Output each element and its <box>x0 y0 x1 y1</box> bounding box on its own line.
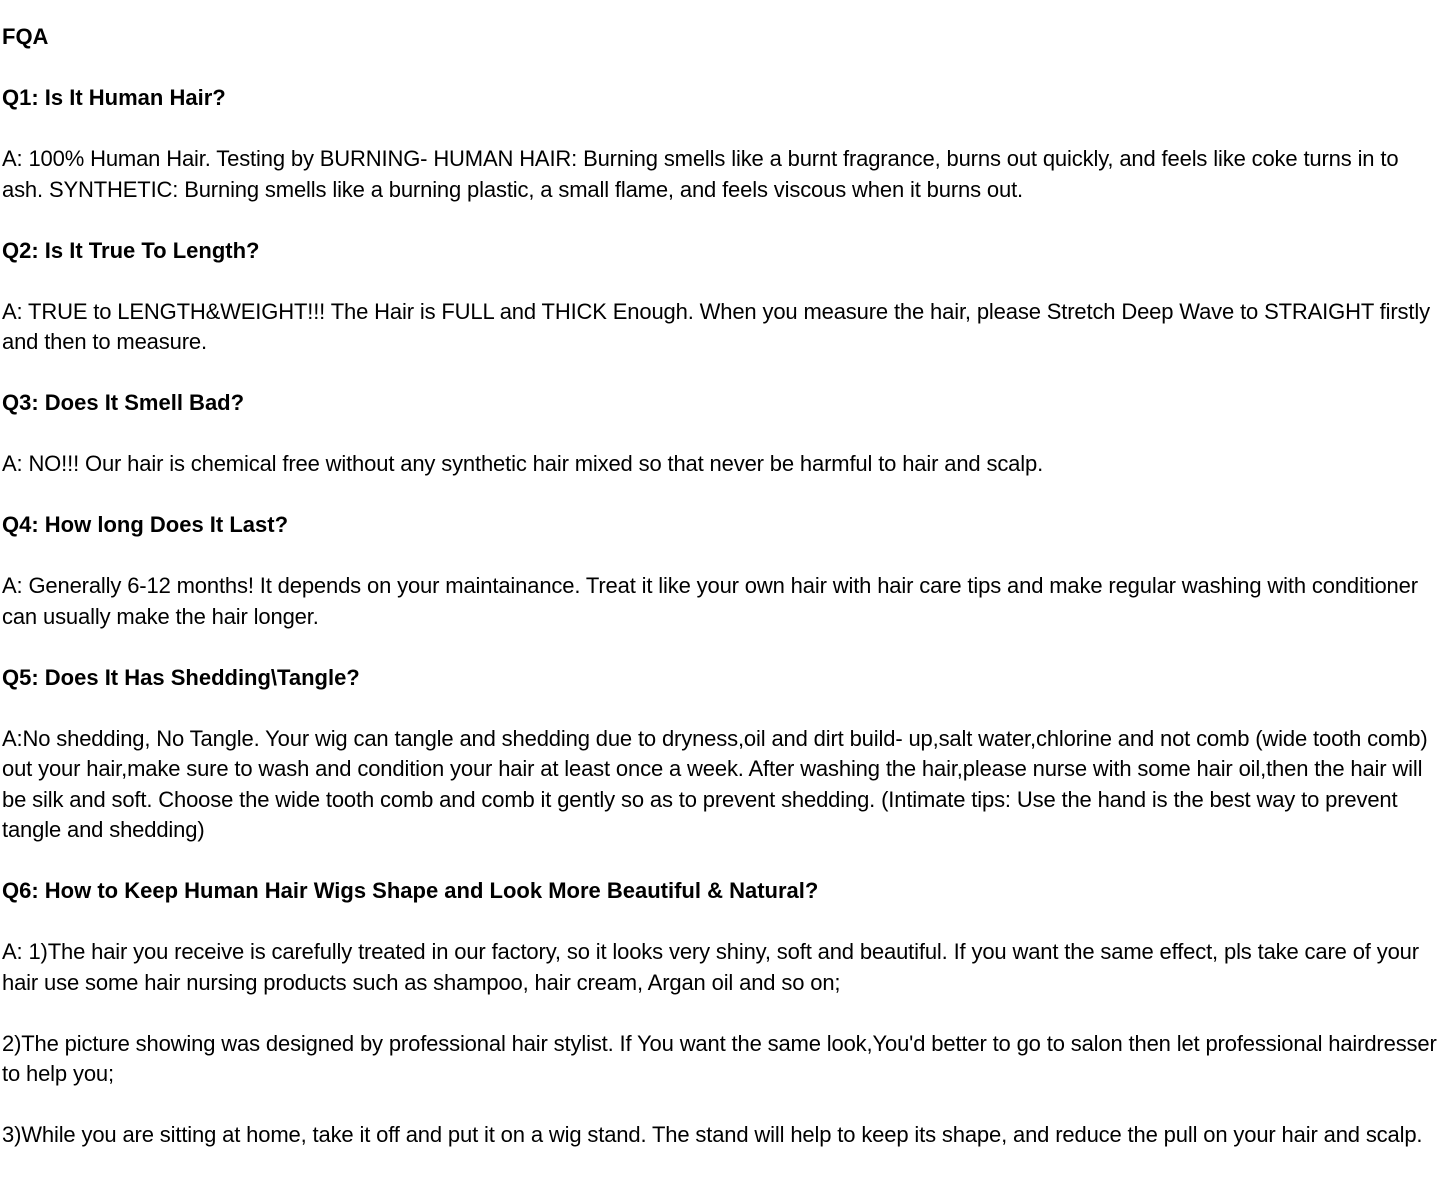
faq-answer: 2)The picture showing was designed by professional hair stylist. If You want the same look,You'd better to go to salon then let professional hairdresser to help you; <box>2 1030 1437 1086</box>
faq-item-4 <box>2 510 1441 663</box>
faq-answer: A: Generally 6-12 months! It depends on your maintainance. Treat it like your own hair with hair care tips and make regular washing with conditioner can usually make the hair longer. <box>2 573 1418 629</box>
faq-item-3 <box>2 388 1441 510</box>
faq-answer: A: 100% Human Hair. Testing by BURNING- HUMAN HAIR: Burning smells like a burnt fragrance, burns out quickly, and feels like coke turns in to ash. SYNTHETIC: Burning smells like a burning plastic, a small flame, and feels viscous when it burns out. <box>2 146 1399 202</box>
faq-item-6 <box>2 876 1441 1151</box>
faq-answer: A: TRUE to LENGTH&WEIGHT!!! The Hair is FULL and THICK Enough. When you measure the hair, please Stretch Deep Wave to STRAIGHT firstly and then to measure. <box>2 298 1430 354</box>
faq-answer: A:No shedding, No Tangle. Your wig can tangle and shedding due to dryness,oil and dirt build- up,salt water,chlorine and not comb (wide tooth comb) out your hair,make sure to wash and condition your hair at least once a week. After washing the hair,please nurse with some hair oil,then the hair will be silk and soft. Choose the wide tooth comb and comb it gently so as to prevent shedding. (Intimate tips: Use the hand is the best way to prevent tangle and shedding) <box>2 725 1428 842</box>
faq-question: Q3: Does It Smell Bad? <box>2 390 245 415</box>
page-title: FQA <box>2 24 49 49</box>
faq-question: Q4: How long Does It Last? <box>2 512 289 537</box>
faq-item-1 <box>2 83 1441 236</box>
faq-answer: A: NO!!! Our hair is chemical free without any synthetic hair mixed so that never be harmful to hair and scalp. <box>2 451 1044 476</box>
faq-question: Q6: How to Keep Human Hair Wigs Shape and Look More Beautiful & Natural? <box>2 878 819 903</box>
faq-question: Q2: Is It True To Length? <box>2 237 260 263</box>
faq-answer: A: 1)The hair you receive is carefully treated in our factory, so it looks very shiny, soft and beautiful. If you want the same effect, pls take care of your hair use some hair nursing products such as shampoo, hair cream, Argan oil and so on; <box>2 939 1419 995</box>
faq-item-2 <box>2 236 1441 389</box>
faq-question: Q1: Is It Human Hair? <box>2 85 226 110</box>
faq-question: Q5: Does It Has Shedding\Tangle? <box>2 664 360 690</box>
faq-answer: 3)While you are sitting at home, take it off and put it on a wig stand. The stand will help to keep its shape, and reduce the pull on your hair and scalp. <box>2 1122 1423 1147</box>
spacer <box>2 53 1441 84</box>
faq-item-5 <box>2 663 1441 877</box>
